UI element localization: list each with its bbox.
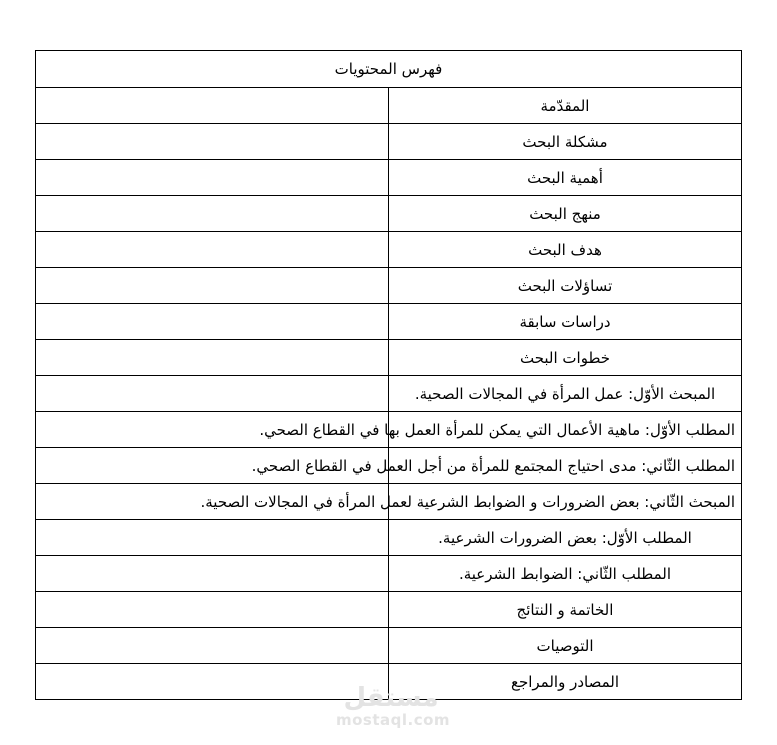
toc-header-row (36, 51, 742, 88)
toc-row (36, 376, 742, 412)
toc-entry: الخاتمة و النتائج (389, 592, 742, 628)
toc-entry: منهج البحث (389, 196, 742, 232)
toc-entry: المطلب الثّاني: الضوابط الشرعية. (389, 556, 742, 592)
toc-page-cell (36, 376, 389, 412)
toc-entry: المطلب الأوّل: بعض الضرورات الشرعية. (389, 520, 742, 556)
toc-entry: خطوات البحث (389, 340, 742, 376)
toc-page-cell (36, 124, 389, 160)
toc-title: فهرس المحتويات (36, 51, 742, 88)
toc-page-cell (36, 628, 389, 664)
toc-entry: دراسات سابقة (389, 304, 742, 340)
watermark-latin: mostaql.com (336, 711, 451, 729)
toc-page-cell (36, 556, 389, 592)
toc-page-cell (36, 232, 389, 268)
toc-entry: التوصيات (389, 628, 742, 664)
toc-page-cell (36, 520, 389, 556)
toc-page-cell (36, 268, 389, 304)
toc-row (36, 448, 742, 484)
toc-row (36, 124, 742, 160)
toc-row (36, 340, 742, 376)
toc-row (36, 196, 742, 232)
toc-row (36, 304, 742, 340)
toc-entry: مشكلة البحث (389, 124, 742, 160)
toc-entry: تساؤلات البحث (389, 268, 742, 304)
table-of-contents (35, 50, 742, 700)
toc-entry: المصادر والمراجع (389, 664, 742, 700)
toc-entry: المطلب الأوّل: ماهية الأعمال التي يمكن للمرأة العمل بها في القطاع الصحي. (389, 412, 742, 448)
toc-page-cell (36, 88, 389, 124)
toc-row (36, 268, 742, 304)
toc-page-cell (36, 196, 389, 232)
toc-row (36, 412, 742, 448)
toc-row (36, 232, 742, 268)
toc-row (36, 556, 742, 592)
toc-row (36, 484, 742, 520)
toc-row (36, 520, 742, 556)
toc-entry: المقدّمة (389, 88, 742, 124)
toc-row (36, 664, 742, 700)
toc-page-cell (36, 664, 389, 700)
toc-page-cell (36, 304, 389, 340)
toc-row (36, 160, 742, 196)
toc-row (36, 628, 742, 664)
toc-row (36, 592, 742, 628)
toc-page-cell (36, 160, 389, 196)
toc-entry: أهمية البحث (389, 160, 742, 196)
toc-entry: هدف البحث (389, 232, 742, 268)
toc-entry: المبحث الثّاني: بعض الضرورات و الضوابط الشرعية لعمل المرأة في المجالات الصحية. (389, 484, 742, 520)
watermark-arabic: مستقل (343, 683, 439, 713)
toc-page-cell (36, 340, 389, 376)
toc-entry: المطلب الثّاني: مدى احتياج المجتمع للمرأة من أجل العمل في القطاع الصحي. (389, 448, 742, 484)
toc-row (36, 88, 742, 124)
toc-page-cell (36, 592, 389, 628)
toc-entry: المبحث الأوّل: عمل المرأة في المجالات الصحية. (389, 376, 742, 412)
